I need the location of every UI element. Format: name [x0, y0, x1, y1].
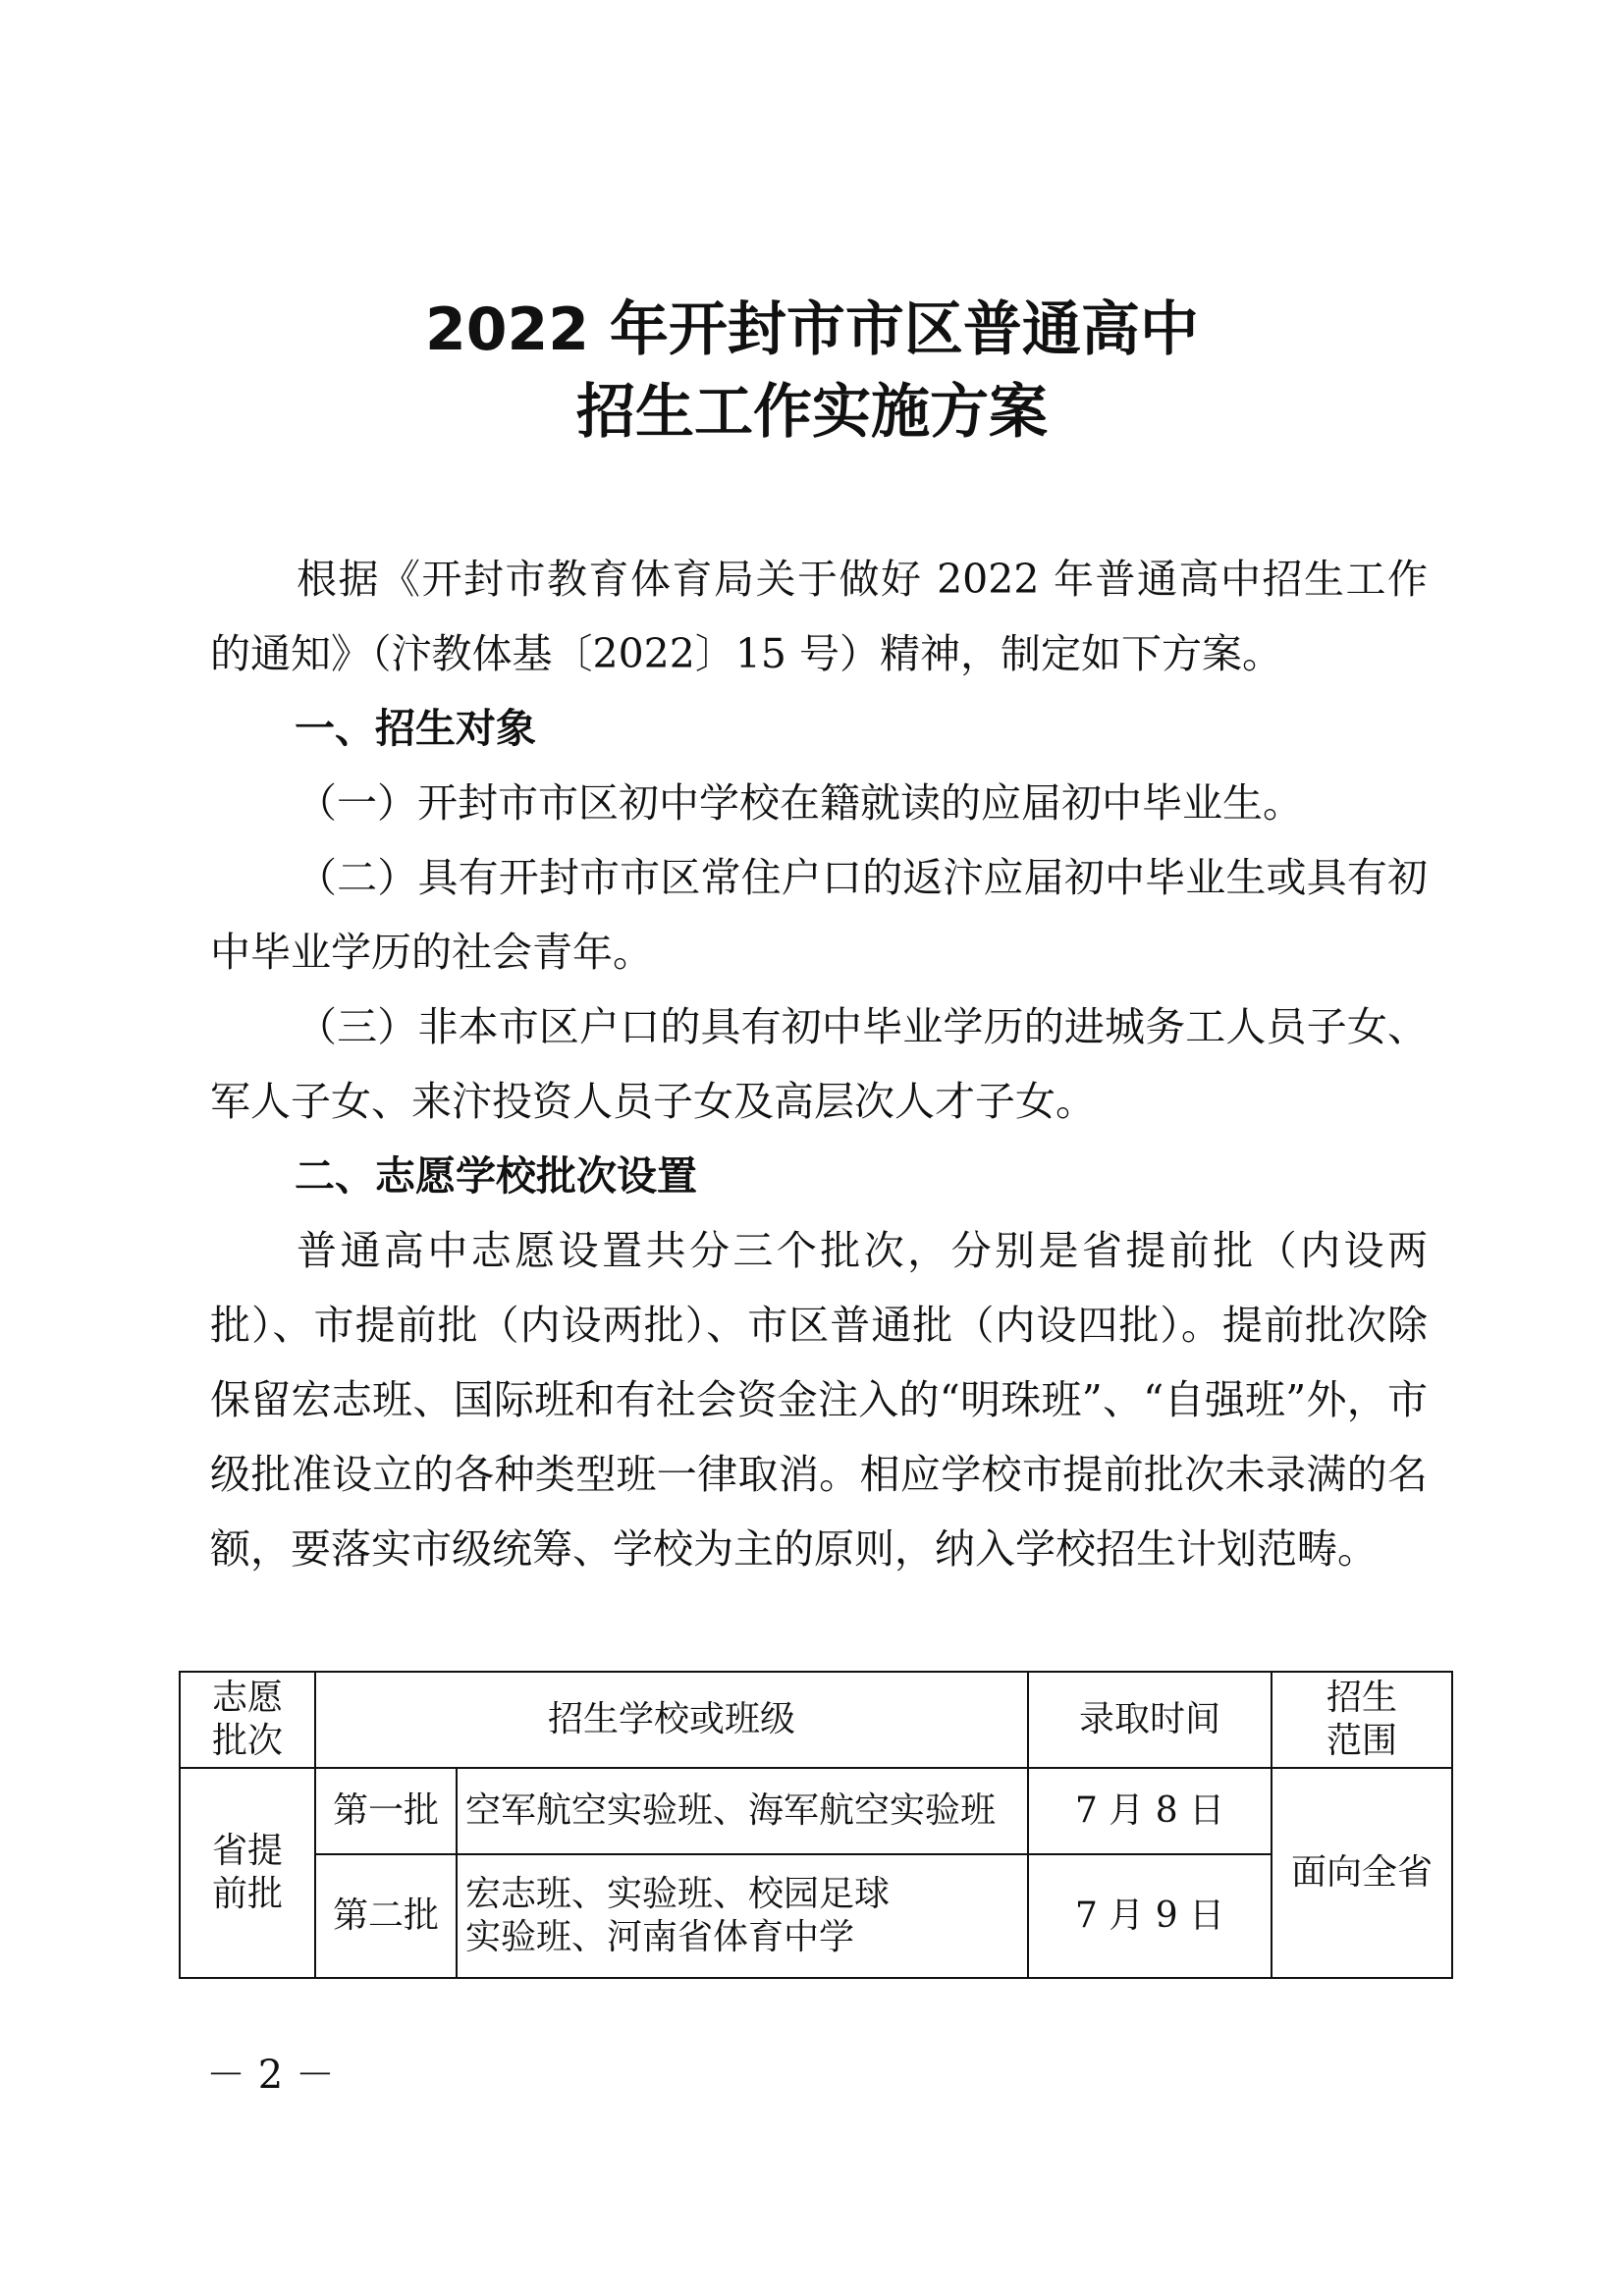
- time-cell: 7 月 8 日: [1028, 1768, 1272, 1854]
- document-title-line-2: 招生工作实施方案: [576, 378, 1048, 447]
- school-cell: [457, 1768, 1028, 1854]
- intro-paragraph: 根据《开封市教育体育局关于做好 2022 年普通高中招生工作的通知》（汴教体基〔2022〕15 号）精神，制定如下方案。: [210, 556, 1428, 677]
- table-header-row: [180, 1672, 1452, 1768]
- section1-item-2: （二）具有开封市市区常住户口的返汴应届初中毕业生或具有初中毕业学历的社会青年。: [210, 854, 1428, 976]
- school-line-2: 实验班、河南省体育中学: [465, 1917, 855, 1957]
- section-heading-2: 二、志愿学校批次设置: [295, 1152, 697, 1200]
- header-batch-line-2: 批次: [211, 1721, 283, 1761]
- page-number: － 2 －: [206, 2053, 335, 2098]
- school-line-1: 宏志班、实验班、校园足球: [465, 1874, 891, 1914]
- header-time: 录取时间: [1028, 1672, 1272, 1768]
- time-cell: 7 月 9 日: [1028, 1854, 1272, 1978]
- table-row: [180, 1768, 1452, 1854]
- header-scope: [1272, 1672, 1452, 1768]
- header-scope-line-1: 招生: [1326, 1678, 1398, 1718]
- document-title-line-1: 2022 年开封市市区普通高中: [425, 295, 1199, 364]
- school-line-1: 空军航空实验班、海军航空实验班: [465, 1790, 997, 1831]
- header-batch-line-1: 志愿: [211, 1678, 283, 1718]
- header-batch: [180, 1672, 315, 1768]
- table-row: [180, 1854, 1452, 1978]
- section1-item-3: （三）非本市区户口的具有初中毕业学历的进城务工人员子女、军人子女、来汴投资人员子女及高层次人才子女。: [210, 1003, 1428, 1125]
- group-line-1: 省提: [211, 1831, 283, 1871]
- section2-body: 普通高中志愿设置共分三个批次，分别是省提前批（内设两批）、市提前批（内设两批）、市区普通批（内设四批）。提前批次除保留宏志班、国际班和有社会资金注入的“明珠班”、“自强班”外，市级批准设立的各种类型班一律取消。相应学校市提前批次未录满的名额，要落实市级统筹、学校为主的原则，纳入学校招生计划范畴。: [210, 1227, 1428, 1573]
- school-cell: [457, 1854, 1028, 1978]
- section-heading-1: 一、招生对象: [295, 705, 536, 752]
- scope-cell: 面向全省: [1272, 1768, 1452, 1978]
- header-scope-line-2: 范围: [1326, 1721, 1398, 1761]
- group-line-2: 前批: [211, 1874, 283, 1914]
- sub-batch-cell: 第二批: [315, 1854, 457, 1978]
- header-school: 招生学校或班级: [315, 1672, 1028, 1768]
- batch-table: [179, 1671, 1453, 1979]
- section1-item-1: （一）开封市市区初中学校在籍就读的应届初中毕业生。: [297, 779, 1303, 827]
- sub-batch-cell: 第一批: [315, 1768, 457, 1854]
- group-cell: [180, 1768, 315, 1978]
